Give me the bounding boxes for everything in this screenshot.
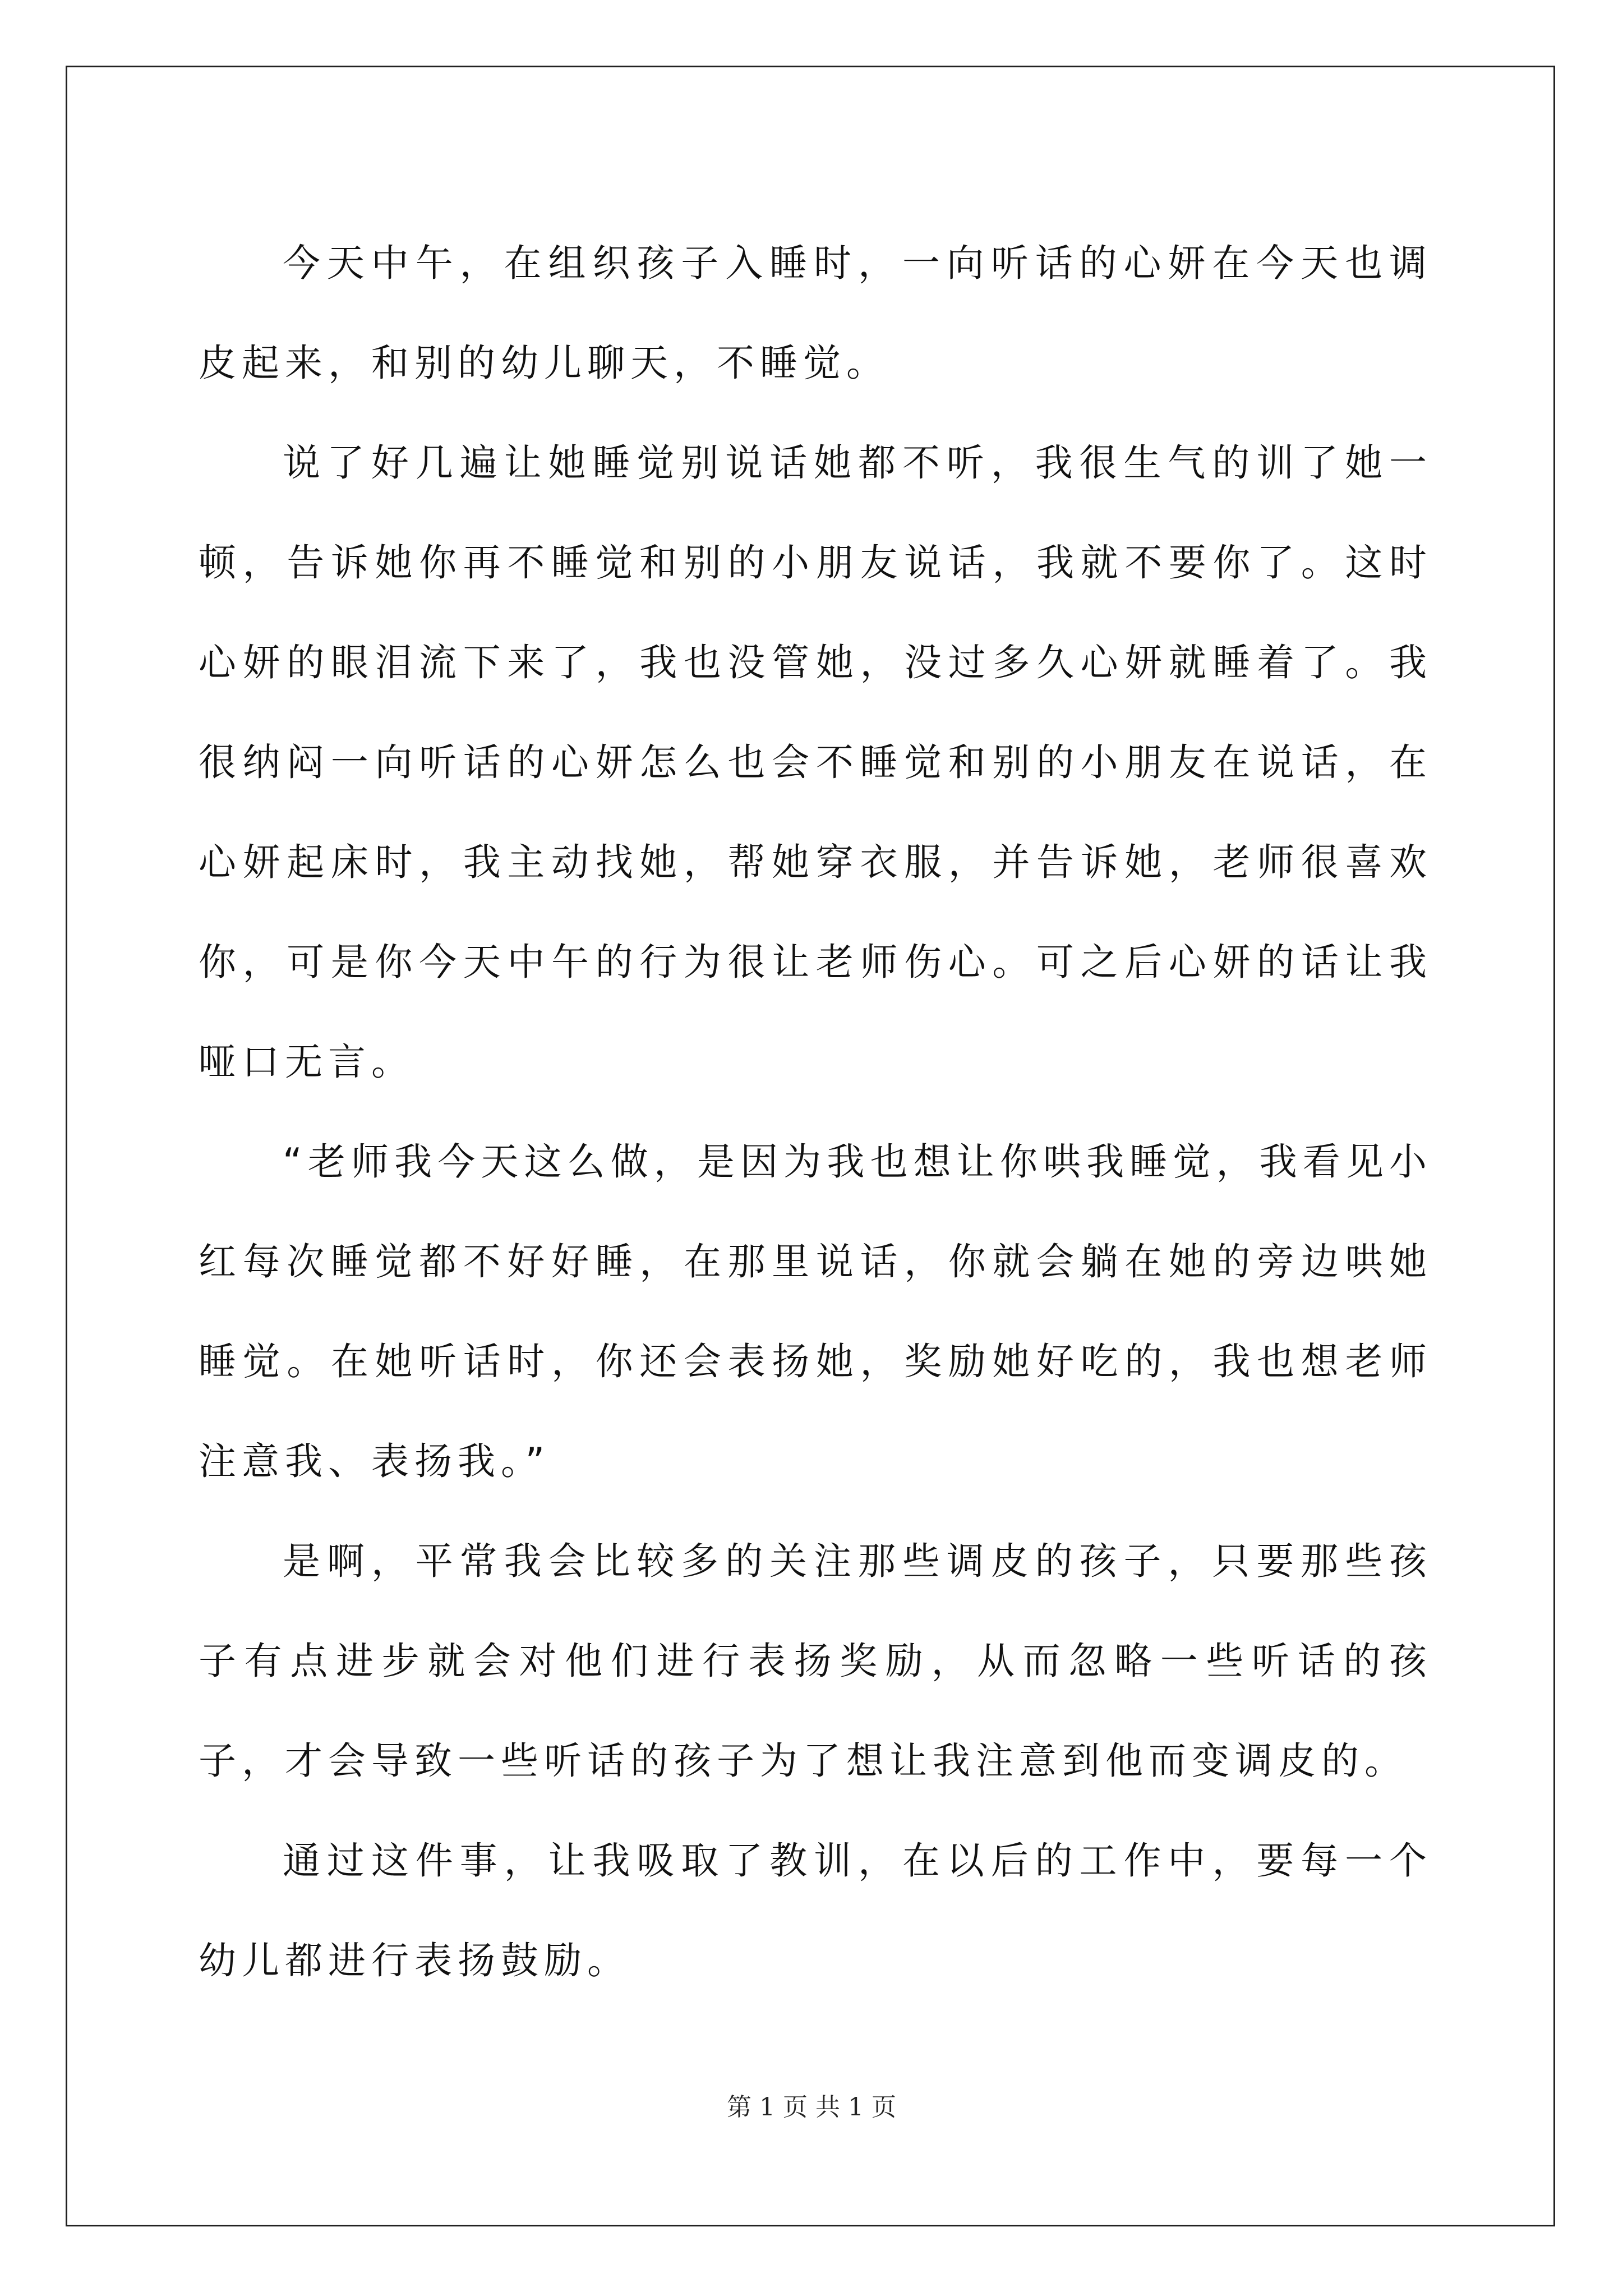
paragraph-4: 是啊，平常我会比较多的关注那些调皮的孩子，只要那些孩子有点进步就会对他们进行表扬奖励，从而忽略一些听话的孩子，才会导致一些听话的孩子为了想让我注意到他而变调皮的。: [199, 1539, 1432, 1783]
document-body: [199, 213, 1432, 2010]
paragraph-1: 今天中午，在组织孩子入睡时，一向听话的心妍在今天也调皮起来，和别的幼儿聊天，不睡觉。: [199, 241, 1432, 385]
paragraph-2: 说了好几遍让她睡觉别说话她都不听，我很生气的训了她一顿，告诉她你再不睡觉和别的小朋友说话，我就不要你了。这时心妍的眼泪流下来了，我也没管她，没过多久心妍就睡着了。我很纳闷一向听话的心妍怎么也会不睡觉和别的小朋友在说话，在心妍起床时，我主动找她，帮她穿衣服，并告诉她，老师很喜欢你，可是你今天中午的行为很让老师伤心。可之后心妍的话让我哑口无言。: [199, 441, 1432, 1084]
paragraph-5: 通过这件事，让我吸取了教训，在以后的工作中，要每一个幼儿都进行表扬鼓励。: [199, 1839, 1432, 1982]
page-number-footer: 第 1 页 共 1 页: [727, 2093, 896, 2122]
paragraph-3: “老师我今天这么做，是因为我也想让你哄我睡觉，我看见小红每次睡觉都不好好睡，在那里说话，你就会躺在她的旁边哄她睡觉。在她听话时，你还会表扬她，奖励她好吃的，我也想老师注意我、表扬我。”: [199, 1140, 1432, 1483]
